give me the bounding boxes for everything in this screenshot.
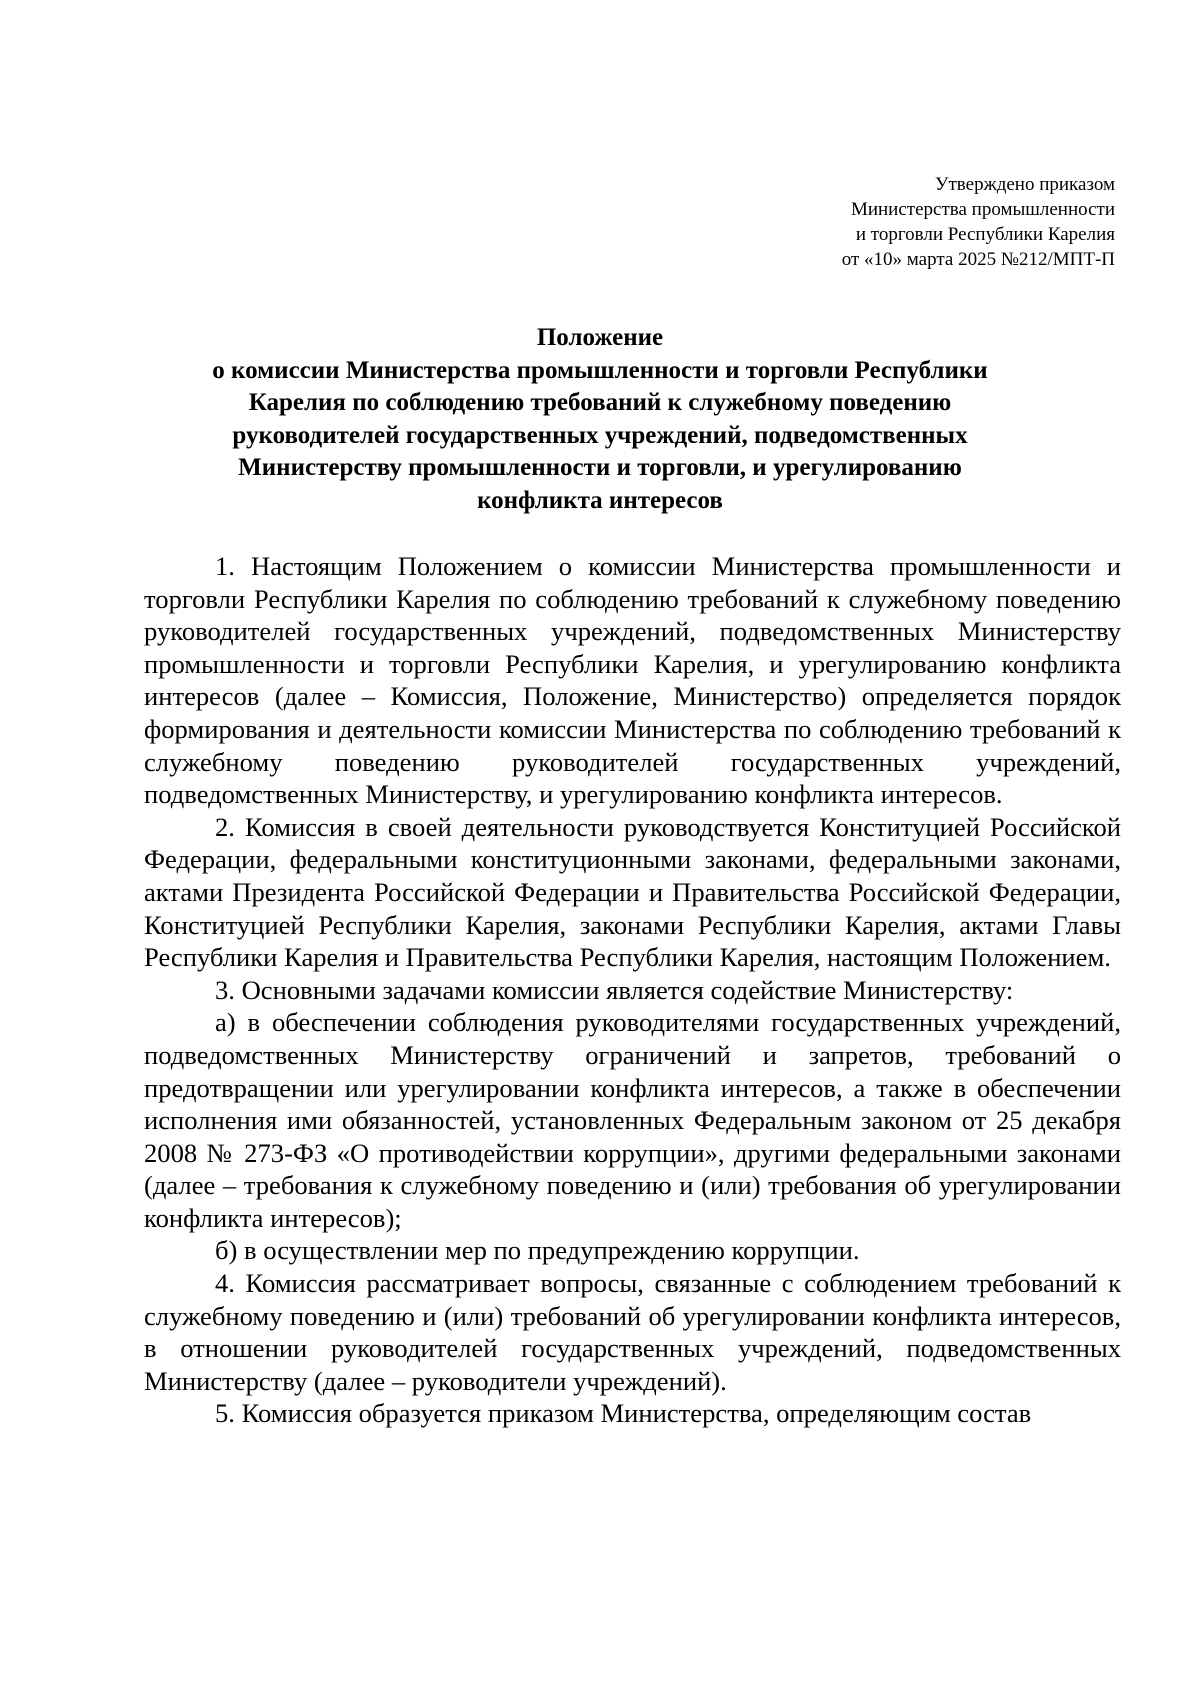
document-body — [144, 550, 1121, 1430]
approval-line: Министерства промышленности — [850, 199, 1115, 220]
title-line: руководителей государственных учреждений, подведомственных — [232, 421, 968, 449]
title-line: Карелия по соблюдению требований к служебному поведению — [248, 389, 952, 416]
paragraph: 5. Комиссия образуется приказом Министерства, определяющим состав — [215, 1398, 1032, 1429]
title-line: конфликта интересов — [477, 486, 723, 514]
paragraph: 2. Комиссия в своей деятельности руководствуется Конституцией Российской Федерации, федеральными конституционными законами, федеральными законами, актами Президента Российской Федерации и Правительства Российской Федерации, Конституцией Республики Карелия, законами Республики Карелия, актами Главы Республики Карелия и Правительства Республики Карелия, настоящим Положением. — [144, 811, 1121, 973]
paragraph: 1. Настоящим Положением о комиссии Министерства промышленности и торговли Республики Карелия по соблюдению требований к служебному поведению руководителей государственных учреждений, подведомственных Министерству промышленности и торговли Республики Карелия, и урегулированию конфликта интересов (далее – Комиссия, Положение, Министерство) определяется порядок формирования и деятельности комиссии Министерства по соблюдению требований к служебному поведению руководителей государственных учреждений, подведомственных Министерству, и урегулированию конфликта интересов. — [144, 551, 1121, 810]
paragraph: б) в осуществлении мер по предупреждению коррупции. — [215, 1235, 860, 1266]
title-line: о комиссии Министерства промышленности и торговли Республики — [212, 356, 988, 384]
paragraph: 3. Основными задачами комиссии является содействие Министерству: — [215, 974, 1014, 1005]
approval-line: Утверждено приказом — [935, 174, 1115, 195]
approval-line: и торговли Республики Карелия — [855, 224, 1115, 245]
paragraph: а) в обеспечении соблюдения руководителями государственных учреждений, подведомственных Министерству ограничений и запретов, требований о предотвращении или урегулировании конфликта интересов, а также в обеспечении исполнения ими обязанностей, установленных Федеральным законом от 25 декабря 2008 № 273-ФЗ «О противодействии коррупции», другими федеральными законами (далее – требования к служебному поведению и (или) требования об урегулировании конфликта интересов); — [144, 1007, 1121, 1233]
approval-stamp — [842, 172, 1115, 272]
title-line: Министерству промышленности и торговли, и урегулированию — [238, 454, 962, 481]
document-title — [120, 322, 1080, 517]
paragraph: 4. Комиссия рассматривает вопросы, связанные с соблюдением требований к служебному поведению и (или) требований об урегулировании конфликта интересов, в отношении руководителей государственных учреждений, подведомственных Министерству (далее – руководители учреждений). — [144, 1268, 1121, 1396]
title-line: Положение — [536, 324, 664, 351]
approval-line: от «10» марта 2025 №212/МПТ-П — [841, 249, 1115, 270]
